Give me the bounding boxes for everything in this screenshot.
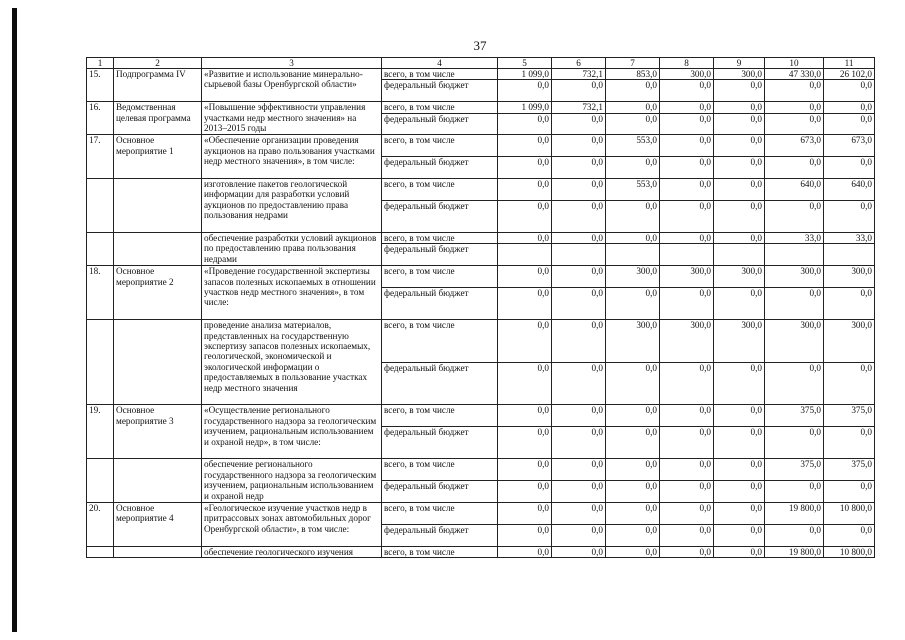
value-cell: 0,0 [660, 157, 714, 179]
value-cell: 732,1 [552, 102, 606, 113]
row-number: 16. [87, 102, 114, 135]
value-cell: 640,0 [824, 179, 875, 201]
value-cell: 0,0 [714, 524, 765, 546]
table-header [87, 58, 875, 69]
row-number: 19. [87, 405, 114, 459]
value-cell: 0,0 [552, 427, 606, 459]
value-cell: 0,0 [552, 459, 606, 481]
value-cell: 300,0 [660, 320, 714, 363]
funding-source: всего, в том числе [382, 320, 498, 363]
value-cell: 0,0 [606, 502, 660, 524]
funding-source: всего, в том числе [382, 405, 498, 427]
row-name: Ведомственная целевая программа [114, 102, 202, 135]
value-cell: 0,0 [606, 200, 660, 232]
value-cell: 0,0 [765, 157, 824, 179]
value-cell: 0,0 [714, 102, 765, 113]
value-cell: 0,0 [606, 459, 660, 481]
value-cell [498, 244, 552, 266]
header-cell: 9 [714, 58, 765, 69]
header-cell: 10 [765, 58, 824, 69]
funding-source: федеральный бюджет [382, 362, 498, 405]
binding-bar [12, 8, 17, 632]
value-cell: 0,0 [498, 157, 552, 179]
value-cell: 19 800,0 [765, 502, 824, 524]
table-row [87, 320, 875, 363]
value-cell: 0,0 [498, 427, 552, 459]
value-cell: 0,0 [765, 200, 824, 232]
value-cell: 0,0 [824, 481, 875, 503]
value-cell: 300,0 [824, 266, 875, 288]
value-cell: 0,0 [714, 459, 765, 481]
row-description: обеспечение геологического изучения [202, 546, 382, 557]
value-cell: 0,0 [606, 232, 660, 243]
funding-source: федеральный бюджет [382, 200, 498, 232]
header-cell: 1 [87, 58, 114, 69]
value-cell: 0,0 [660, 502, 714, 524]
value-cell: 0,0 [765, 80, 824, 102]
row-name: Основное мероприятие 4 [114, 502, 202, 546]
value-cell: 0,0 [498, 113, 552, 135]
header-cell: 11 [824, 58, 875, 69]
value-cell: 1 099,0 [498, 102, 552, 113]
value-cell: 553,0 [606, 135, 660, 157]
row-name [114, 179, 202, 233]
value-cell: 0,0 [660, 546, 714, 557]
value-cell: 0,0 [824, 113, 875, 135]
value-cell: 10 800,0 [824, 502, 875, 524]
value-cell: 0,0 [714, 135, 765, 157]
value-cell: 0,0 [824, 200, 875, 232]
value-cell: 0,0 [498, 405, 552, 427]
table-row [87, 69, 875, 80]
row-name: Основное мероприятие 2 [114, 266, 202, 320]
funding-source: федеральный бюджет [382, 244, 498, 266]
table-body [87, 69, 875, 558]
value-cell: 0,0 [552, 80, 606, 102]
funding-source: федеральный бюджет [382, 113, 498, 135]
value-cell: 0,0 [498, 362, 552, 405]
value-cell: 0,0 [606, 157, 660, 179]
value-cell: 0,0 [660, 427, 714, 459]
header-cell: 5 [498, 58, 552, 69]
value-cell: 0,0 [660, 135, 714, 157]
row-description: «Осуществление регионального государственного надзора за геологическим изучением, рациональным использованием и охраной недр», в том числе: [202, 405, 382, 459]
row-name [114, 459, 202, 503]
header-cell: 7 [606, 58, 660, 69]
table-row [87, 135, 875, 157]
value-cell: 300,0 [660, 69, 714, 80]
funding-source: федеральный бюджет [382, 157, 498, 179]
value-cell: 375,0 [765, 459, 824, 481]
value-cell: 0,0 [552, 157, 606, 179]
value-cell: 300,0 [714, 266, 765, 288]
value-cell: 0,0 [824, 80, 875, 102]
value-cell: 0,0 [714, 232, 765, 243]
table-row [87, 266, 875, 288]
value-cell: 0,0 [606, 481, 660, 503]
value-cell: 0,0 [660, 459, 714, 481]
value-cell: 0,0 [765, 524, 824, 546]
value-cell: 0,0 [660, 113, 714, 135]
value-cell: 0,0 [606, 524, 660, 546]
value-cell: 1 099,0 [498, 69, 552, 80]
header-cell: 3 [202, 58, 382, 69]
value-cell: 0,0 [824, 362, 875, 405]
value-cell: 0,0 [552, 362, 606, 405]
value-cell: 300,0 [660, 266, 714, 288]
value-cell: 0,0 [552, 481, 606, 503]
value-cell: 0,0 [552, 524, 606, 546]
value-cell: 0,0 [714, 427, 765, 459]
row-description: обеспечение регионального государственного надзора за геологическим изучением, рациональным использованием и охраной недр [202, 459, 382, 503]
table-row [87, 179, 875, 201]
row-number [87, 320, 114, 405]
value-cell: 0,0 [552, 502, 606, 524]
value-cell: 300,0 [824, 320, 875, 363]
value-cell: 0,0 [765, 362, 824, 405]
value-cell: 0,0 [498, 200, 552, 232]
funding-source: всего, в том числе [382, 459, 498, 481]
row-name: Основное мероприятие 3 [114, 405, 202, 459]
row-description: «Повышение эффективности управления участками недр местного значения» на 2013–2015 годы [202, 102, 382, 135]
value-cell: 0,0 [824, 524, 875, 546]
value-cell: 0,0 [714, 481, 765, 503]
funding-source: всего, в том числе [382, 179, 498, 201]
value-cell: 0,0 [498, 502, 552, 524]
value-cell: 33,0 [824, 232, 875, 243]
value-cell: 0,0 [660, 481, 714, 503]
value-cell: 0,0 [765, 287, 824, 319]
row-description: «Проведение государственной экспертизы запасов полезных ископаемых в отношении участков недр местного значения», в том числе: [202, 266, 382, 320]
value-cell: 0,0 [606, 80, 660, 102]
row-name [114, 232, 202, 265]
value-cell: 0,0 [660, 362, 714, 405]
header-cell: 4 [382, 58, 498, 69]
funding-source: всего, в том числе [382, 69, 498, 80]
value-cell: 0,0 [714, 157, 765, 179]
row-number [87, 232, 114, 265]
row-name: Подпрограмма IV [114, 69, 202, 102]
value-cell: 0,0 [498, 459, 552, 481]
value-cell: 0,0 [552, 200, 606, 232]
funding-source: федеральный бюджет [382, 481, 498, 503]
value-cell: 0,0 [606, 362, 660, 405]
value-cell: 0,0 [606, 427, 660, 459]
funding-source: федеральный бюджет [382, 524, 498, 546]
funding-source: всего, в том числе [382, 232, 498, 243]
row-name: Основное мероприятие 1 [114, 135, 202, 179]
value-cell [765, 244, 824, 266]
row-number: 17. [87, 135, 114, 179]
funding-source: федеральный бюджет [382, 80, 498, 102]
value-cell: 0,0 [606, 287, 660, 319]
value-cell: 300,0 [606, 266, 660, 288]
value-cell [552, 244, 606, 266]
row-number: 18. [87, 266, 114, 320]
table-row [87, 546, 875, 557]
value-cell: 0,0 [552, 405, 606, 427]
value-cell: 0,0 [660, 102, 714, 113]
value-cell: 0,0 [552, 113, 606, 135]
table-row [87, 232, 875, 243]
row-description: обеспечение разработки условий аукционов по предоставлению права пользования недрами [202, 232, 382, 265]
value-cell: 19 800,0 [765, 546, 824, 557]
value-cell: 673,0 [824, 135, 875, 157]
value-cell: 0,0 [606, 113, 660, 135]
value-cell: 0,0 [824, 427, 875, 459]
value-cell: 0,0 [824, 157, 875, 179]
header-cell: 6 [552, 58, 606, 69]
value-cell: 0,0 [498, 320, 552, 363]
value-cell: 0,0 [498, 287, 552, 319]
row-name [114, 320, 202, 405]
value-cell: 0,0 [660, 524, 714, 546]
value-cell [660, 244, 714, 266]
value-cell: 0,0 [552, 266, 606, 288]
value-cell: 0,0 [660, 232, 714, 243]
value-cell: 0,0 [552, 546, 606, 557]
table-row [87, 405, 875, 427]
value-cell: 0,0 [552, 232, 606, 243]
value-cell: 300,0 [765, 266, 824, 288]
value-cell: 47 330,0 [765, 69, 824, 80]
row-description: изготовление пакетов геологической информации для разработки условий аукционов по предоставлению права пользования недрами [202, 179, 382, 233]
value-cell: 0,0 [765, 102, 824, 113]
value-cell: 0,0 [765, 113, 824, 135]
value-cell: 553,0 [606, 179, 660, 201]
value-cell: 300,0 [714, 69, 765, 80]
row-number [87, 546, 114, 557]
row-name [114, 546, 202, 557]
funding-source: всего, в том числе [382, 546, 498, 557]
value-cell: 375,0 [765, 405, 824, 427]
value-cell: 0,0 [498, 481, 552, 503]
row-number: 15. [87, 69, 114, 102]
value-cell: 0,0 [765, 427, 824, 459]
row-description: «Геологическое изучение участков недр в притрассовых зонах автомобильных дорог Оренбургской области», в том числе: [202, 502, 382, 546]
row-description: «Обеспечение организации проведения аукционов на право пользования участками недр местного значения», в том числе: [202, 135, 382, 179]
value-cell: 375,0 [824, 405, 875, 427]
value-cell: 0,0 [498, 546, 552, 557]
value-cell [606, 244, 660, 266]
value-cell: 0,0 [824, 287, 875, 319]
value-cell: 0,0 [714, 113, 765, 135]
row-description: «Развитие и использование минерально-сырьевой базы Оренбургской области» [202, 69, 382, 102]
value-cell: 0,0 [714, 287, 765, 319]
value-cell: 640,0 [765, 179, 824, 201]
table-row [87, 502, 875, 524]
value-cell: 0,0 [660, 200, 714, 232]
value-cell: 33,0 [765, 232, 824, 243]
value-cell: 300,0 [606, 320, 660, 363]
value-cell: 732,1 [552, 69, 606, 80]
value-cell: 10 800,0 [824, 546, 875, 557]
funding-source: всего, в том числе [382, 266, 498, 288]
value-cell: 0,0 [498, 266, 552, 288]
row-number [87, 179, 114, 233]
value-cell: 853,0 [606, 69, 660, 80]
value-cell: 0,0 [660, 405, 714, 427]
value-cell: 0,0 [606, 546, 660, 557]
row-description: проведение анализа материалов, представленных на государственную экспертизу запасов полезных ископаемых, геологической, экономической и экологической информации о предоставляемых в пользование участках недр местного значения [202, 320, 382, 405]
value-cell: 0,0 [498, 524, 552, 546]
funding-source: федеральный бюджет [382, 427, 498, 459]
value-cell: 300,0 [765, 320, 824, 363]
table-row [87, 102, 875, 113]
row-number [87, 459, 114, 503]
value-cell: 0,0 [824, 102, 875, 113]
value-cell: 0,0 [765, 481, 824, 503]
value-cell: 0,0 [498, 179, 552, 201]
value-cell: 0,0 [498, 80, 552, 102]
value-cell: 26 102,0 [824, 69, 875, 80]
funding-source: всего, в том числе [382, 502, 498, 524]
value-cell: 0,0 [552, 320, 606, 363]
value-cell: 0,0 [714, 179, 765, 201]
funding-source: всего, в том числе [382, 135, 498, 157]
value-cell: 0,0 [552, 287, 606, 319]
value-cell [714, 244, 765, 266]
value-cell: 0,0 [714, 546, 765, 557]
value-cell: 0,0 [498, 232, 552, 243]
value-cell: 0,0 [714, 80, 765, 102]
value-cell: 0,0 [660, 80, 714, 102]
value-cell: 0,0 [714, 405, 765, 427]
value-cell: 0,0 [660, 179, 714, 201]
value-cell: 673,0 [765, 135, 824, 157]
value-cell: 0,0 [606, 102, 660, 113]
value-cell: 0,0 [498, 135, 552, 157]
page-number: 37 [473, 38, 487, 53]
value-cell: 0,0 [552, 179, 606, 201]
header-cell: 8 [660, 58, 714, 69]
header-cell: 2 [114, 58, 202, 69]
row-number: 20. [87, 502, 114, 546]
funding-source: федеральный бюджет [382, 287, 498, 319]
value-cell: 0,0 [552, 135, 606, 157]
value-cell: 0,0 [714, 362, 765, 405]
value-cell: 0,0 [660, 287, 714, 319]
table-row [87, 459, 875, 481]
value-cell: 375,0 [824, 459, 875, 481]
value-cell: 0,0 [714, 200, 765, 232]
value-cell: 0,0 [606, 405, 660, 427]
value-cell [824, 244, 875, 266]
value-cell: 300,0 [714, 320, 765, 363]
budget-table [86, 57, 875, 558]
funding-source: всего, в том числе [382, 102, 498, 113]
value-cell: 0,0 [714, 502, 765, 524]
